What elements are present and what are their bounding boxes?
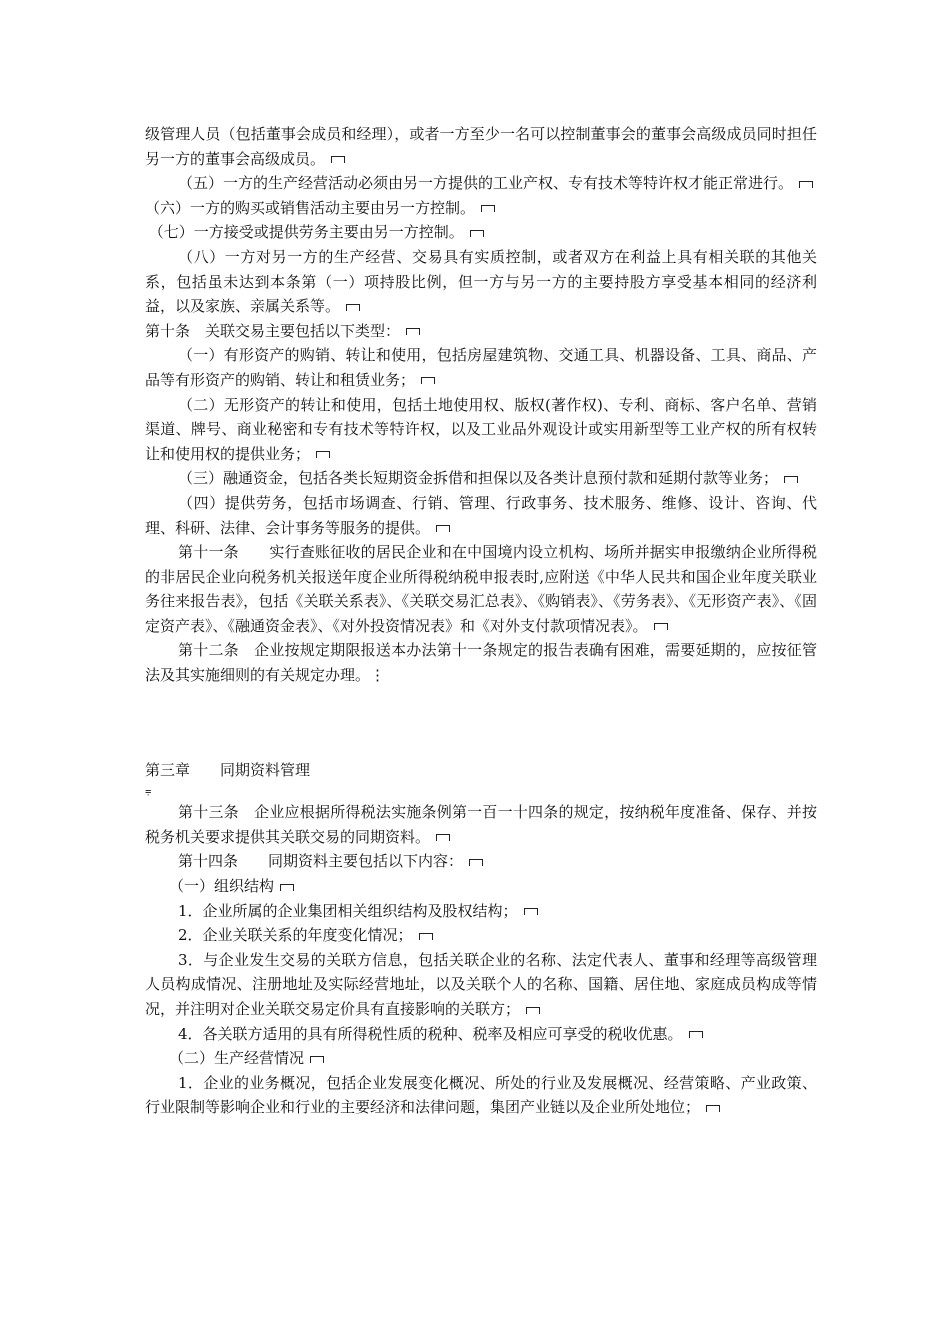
org-item-2: 2．企业关联关系的年度变化情况； — [145, 923, 817, 948]
section-gap — [145, 688, 817, 758]
paragraph-mark-icon — [526, 1007, 540, 1014]
paragraph-mark-icon — [421, 377, 435, 384]
paragraph-mark-icon — [436, 525, 450, 532]
paragraph-mark-icon — [280, 884, 294, 891]
article-10-item-2: （二）无形资产的转让和使用，包括土地使用权、版权(著作权)、专利、商标、客户名单、营销渠道、牌号、商业秘密和专有技术等特许权，以及工业品外观设计或实用新型等工业产权的所有权转让和使用权的提供业务； — [145, 395, 817, 463]
org-item-3: 3．与企业发生交易的关联方信息，包括关联企业的名称、法定代表人、董事和经理等高级管理人员构成情况、注册地址及实际经营地址，以及关联个人的名称、国籍、居住地、家庭成员构成等情况，并注明对企业关联交易定价具有直接影响的关联方； — [145, 950, 817, 1018]
paragraph-mark-icon — [784, 476, 798, 483]
paragraph-mark-icon — [524, 908, 538, 915]
paragraph-mark-icon — [346, 304, 360, 311]
paragraph-mark-icon — [470, 230, 484, 237]
article-11: 第十一条 实行查账征收的居民企业和在中国境内设立机构、场所并据实申报缴纳企业所得税的非居民企业向税务机关报送年度企业所得税纳税申报表时,应附送《中华人民共和国企业年度关联业务往来报告表》，包括《关联关系表》、《关联交易汇总表》、《购销表》、《劳务表》、《无形资产表》、《固定资产表》、《融通资金表》、《对外投资情况表》和《对外支付款项情况表》。 — [145, 543, 817, 635]
paragraph-continuation: 级管理人员（包括董事会成员和经理），或者一方至少一名可以控制董事会的董事会高级成员同时担任另一方的董事会高级成员。 — [145, 125, 817, 168]
article-12: 第十二条 企业按规定期限报送本办法第十一条规定的报告表确有困难，需要延期的，应按征管法及其实施细则的有关规定办理。⋮ — [145, 641, 817, 685]
paragraph-mark-icon — [419, 933, 433, 940]
paragraph-mark-icon — [406, 328, 420, 335]
paragraph-mark-icon — [799, 181, 813, 188]
section-operations: （二）生产经营情况 — [145, 1046, 817, 1071]
paragraph-mark-icon — [331, 156, 345, 163]
paragraph-item-8: （八）一方对另一方的生产经营、交易具有实质控制，或者双方在利益上具有相关联的其他关系，包括虽未达到本条第（一）项持股比例，但一方与另一方的主要持股方享受基本相同的经济利益，以及家族、亲属关系等。 — [145, 247, 817, 316]
article-10-item-3: （三）融通资金，包括各类长短期资金拆借和担保以及各类计息预付款和延期付款等业务； — [145, 466, 817, 491]
paragraph-mark-icon — [706, 1105, 720, 1112]
chapter-sub-mark: ⩦ — [145, 784, 152, 798]
org-item-4: 4．各关联方适用的具有所得税性质的税种、税率及相应可享受的税收优惠。 — [145, 1022, 817, 1047]
paragraph-mark-icon — [310, 1056, 324, 1063]
paragraph-item-6: （六）一方的购买或销售活动主要由另一方控制。 — [145, 196, 817, 221]
org-item-1: 1．企业所属的企业集团相关组织结构及股权结构； — [145, 899, 817, 924]
article-10-heading: 第十条 关联交易主要包括以下类型： — [145, 319, 817, 344]
section-org-structure: （一）组织结构 — [145, 874, 817, 899]
paragraph-item-7: （七）一方接受或提供劳务主要由另一方控制。 — [145, 220, 817, 245]
document-page — [145, 122, 817, 1120]
chapter-title: 第三章 同期资料管理 — [145, 760, 311, 779]
paragraph-mark-icon — [481, 205, 495, 212]
operations-item-1: 1．企业的业务概况，包括企业发展变化概况、所处的行业及发展概况、经营策略、产业政策、行业限制等影响企业和行业的主要经济和法律问题，集团产业链以及企业所处地位； — [145, 1073, 817, 1117]
paragraph-mark-icon — [469, 859, 483, 866]
article-13: 第十三条 企业应根据所得税法实施条例第一百一十四条的规定，按纳税年度准备、保存、并按税务机关要求提供其关联交易的同期资料。 — [145, 803, 817, 846]
paragraph-mark-icon — [436, 834, 450, 841]
paragraph-mark-icon — [654, 623, 668, 630]
paragraph-item-5: （五）一方的生产经营活动必须由另一方提供的工业产权、专有技术等特许权才能正常进行。 — [145, 171, 817, 196]
paragraph-mark-icon — [689, 1031, 703, 1038]
article-10-item-1: （一）有形资产的购销、转让和使用，包括房屋建筑物、交通工具、机器设备、工具、商品、产品等有形资产的购销、转让和租赁业务； — [145, 346, 817, 389]
article-14: 第十四条 同期资料主要包括以下内容： — [145, 849, 817, 874]
paragraph-mark-icon — [316, 451, 330, 458]
article-10-item-4: （四）提供劳务，包括市场调查、行销、管理、行政事务、技术服务、维修、设计、咨询、代理、科研、法律、会计事务等服务的提供。 — [145, 493, 817, 537]
